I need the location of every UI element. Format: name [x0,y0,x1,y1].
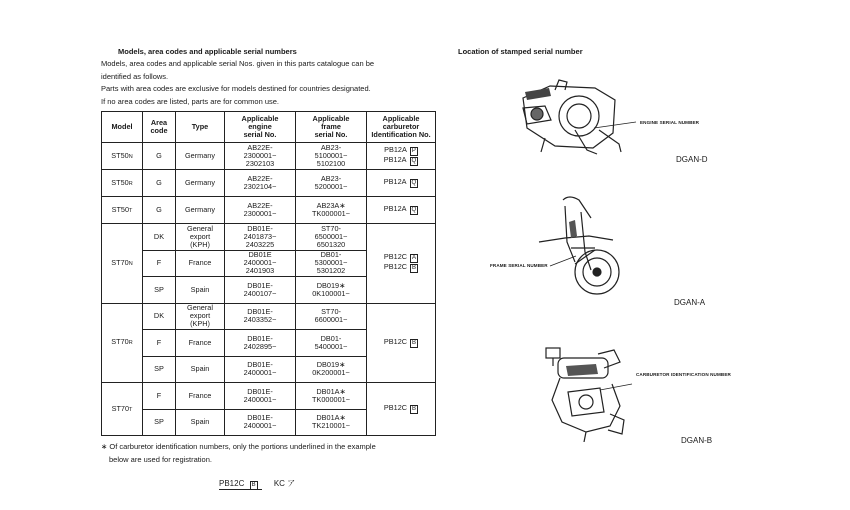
footnote-line: below are used for registration. [109,454,212,464]
engine-serial-cell: DB01E- 2400107~ [225,277,296,304]
engine-callout-line [592,118,638,132]
area-code-cell: F [143,383,176,410]
footnote-line: ∗ Of carburetor identification numbers, only the portions underlined in the example [101,442,376,451]
carburetor-figure-label: DGAN-B [681,436,713,445]
carburetor-id-cell [367,143,436,170]
frame-serial-cell: DB01- 5400001~ [296,330,367,357]
intro-line: Models, area codes and applicable serial Nos. given in this parts catalogue can be [101,59,375,68]
intro-text [101,58,374,108]
model-name: ST50 [111,150,129,160]
engine-serial-callout: ENGINE SERIAL NUMBER [640,120,700,125]
table-row [102,143,436,170]
frame-serial-cell: DB01A∗ TK210001~ [296,409,367,436]
model-suffix: N [128,153,133,160]
model-cell [102,170,143,197]
model-suffix: T [129,207,133,214]
area-code-cell: SP [143,277,176,304]
carburetor-id-entry [369,205,433,215]
frame-serial-cell: DB019∗ 0K200001~ [296,356,367,383]
table-body [102,143,436,436]
area-code-cell: SP [143,356,176,383]
model-name: ST50 [111,177,129,187]
carburetor-code: PB12C [383,336,408,346]
table-row [102,224,436,251]
engine-figure-label: DGAN-D [676,155,708,164]
carburetor-id-entry [369,404,433,414]
carburetor-code: PB12A [383,204,407,213]
area-code-cell: F [143,330,176,357]
carburetor-id-entry [369,338,433,348]
carburetor-id-cell [367,197,436,224]
type-cell: France [176,330,225,357]
type-cell: Spain [176,356,225,383]
carburetor-mark: B [412,339,417,346]
model-suffix: R [128,180,133,187]
carburetor-mark: B [412,265,417,272]
example-suffix: KC ア [273,479,296,488]
frame-serial-cell: AB23- 5200001~ [296,170,367,197]
frame-illustration [535,192,635,300]
carburetor-id-example [219,478,295,490]
carburetor-id-callout: CARBURETOR IDENTIFICATION NUMBER [636,372,731,377]
table-row [102,303,436,330]
carburetor-id-cell [367,170,436,197]
engine-serial-cell: DB01E 2400001~ 2401903 [225,250,296,277]
section-heading: Models, area codes and applicable serial numbers [118,47,297,56]
engine-serial-cell: AB22E- 2302104~ [225,170,296,197]
model-cell [102,224,143,304]
model-cell [102,197,143,224]
table-row [102,197,436,224]
engine-serial-cell: DB01E- 2400001~ [225,356,296,383]
header-frame-serial: Applicable frame serial No. [296,112,367,143]
type-cell: Germany [176,170,225,197]
model-name: ST70 [111,403,130,413]
footnote [101,441,376,466]
carburetor-code: PB12C [383,403,408,412]
carburetor-illustration [538,346,630,442]
intro-line: Parts with area codes are exclusive for models destined for countries designated. [101,84,371,93]
model-cell [102,143,143,170]
frame-serial-callout: FRAME SERIAL NUMBER [490,263,548,268]
frame-serial-cell: AB23- 5100001~ 5102100 [296,143,367,170]
area-code-cell: DK [143,303,176,330]
engine-serial-cell: AB22E- 2300001~ 2302103 [225,143,296,170]
type-cell: France [176,383,225,410]
model-name: ST70 [111,257,129,267]
model-suffix: R [128,340,133,347]
type-cell: France [176,250,225,277]
area-code-cell: SP [143,409,176,436]
engine-serial-cell: DB01E- 2402895~ [225,330,296,357]
model-suffix: T [129,406,133,413]
carburetor-id-entry [369,263,433,273]
area-code-cell: G [143,170,176,197]
example-underlined-part [219,479,262,490]
carburetor-id-cell [367,303,436,383]
area-code-cell: G [143,197,176,224]
type-cell: General export (KPH) [176,224,225,251]
carburetor-mark: B [412,406,417,412]
header-engine-serial: Applicable engine serial No. [225,112,296,143]
header-carburetor-id: Applicable carburetor Identification No. [367,112,436,143]
model-name: ST50 [111,204,130,214]
table-header-row [102,112,436,143]
carburetor-id-entry [369,156,433,166]
carburetor-mark: Q [411,207,417,213]
carburetor-code: PB12A [383,177,407,186]
type-cell: General export (KPH) [176,303,225,330]
carburetor-mark: Q [411,180,417,186]
header-type: Type [176,112,225,143]
carburetor-mark: Q [411,158,417,164]
table-row [102,383,436,410]
model-name: ST70 [111,337,129,347]
carburetor-callout-line [598,380,634,394]
carburetor-id-cell [367,224,436,304]
frame-serial-cell: DB01A∗ TK000001~ [296,383,367,410]
engine-serial-cell: DB01E- 2400001~ [225,383,296,410]
location-heading: Location of stamped serial number [458,47,583,56]
frame-serial-cell: ST70- 6600001~ [296,303,367,330]
type-cell: Germany [176,143,225,170]
intro-line: identified as follows. [101,71,169,81]
type-cell: Spain [176,409,225,436]
carburetor-code: PB12C [383,262,408,272]
model-cell [102,383,143,436]
frame-callout-line [548,254,578,268]
model-suffix: N [128,260,133,267]
area-code-cell: G [143,143,176,170]
type-cell: Germany [176,197,225,224]
area-code-cell: F [143,250,176,277]
model-cell [102,303,143,383]
carburetor-id-entry [369,178,433,188]
frame-serial-cell: DB019∗ 0K100001~ [296,277,367,304]
frame-figure-label: DGAN-A [674,298,706,307]
carburetor-code: PB12C [383,252,408,262]
carburetor-code: PB12A [384,145,407,154]
engine-serial-cell: AB22E- 2300001~ [225,197,296,224]
carburetor-mark: P [411,148,416,154]
engine-serial-cell: DB01E- 2400001~ [225,409,296,436]
engine-serial-cell: DB01E- 2401873~ 2403225 [225,224,296,251]
table-row [102,170,436,197]
area-code-cell: DK [143,224,176,251]
carburetor-id-cell [367,383,436,436]
intro-line: If no area codes are listed, parts are for common use. [101,96,280,106]
type-cell: Spain [176,277,225,304]
carburetor-code: PB12A [383,155,407,164]
frame-serial-cell: ST70- 6500001~ 6501320 [296,224,367,251]
frame-serial-cell: AB23A∗ TK000001~ [296,197,367,224]
header-model: Model [102,112,143,143]
example-mark: B [251,482,256,488]
engine-serial-cell: DB01E- 2403352~ [225,303,296,330]
serial-number-table [101,111,436,436]
carburetor-mark: A [412,255,417,262]
example-code: PB12C [219,479,245,488]
frame-serial-cell: DB01- 5300001~ 5301202 [296,250,367,277]
header-area-code: Area code [143,112,176,143]
